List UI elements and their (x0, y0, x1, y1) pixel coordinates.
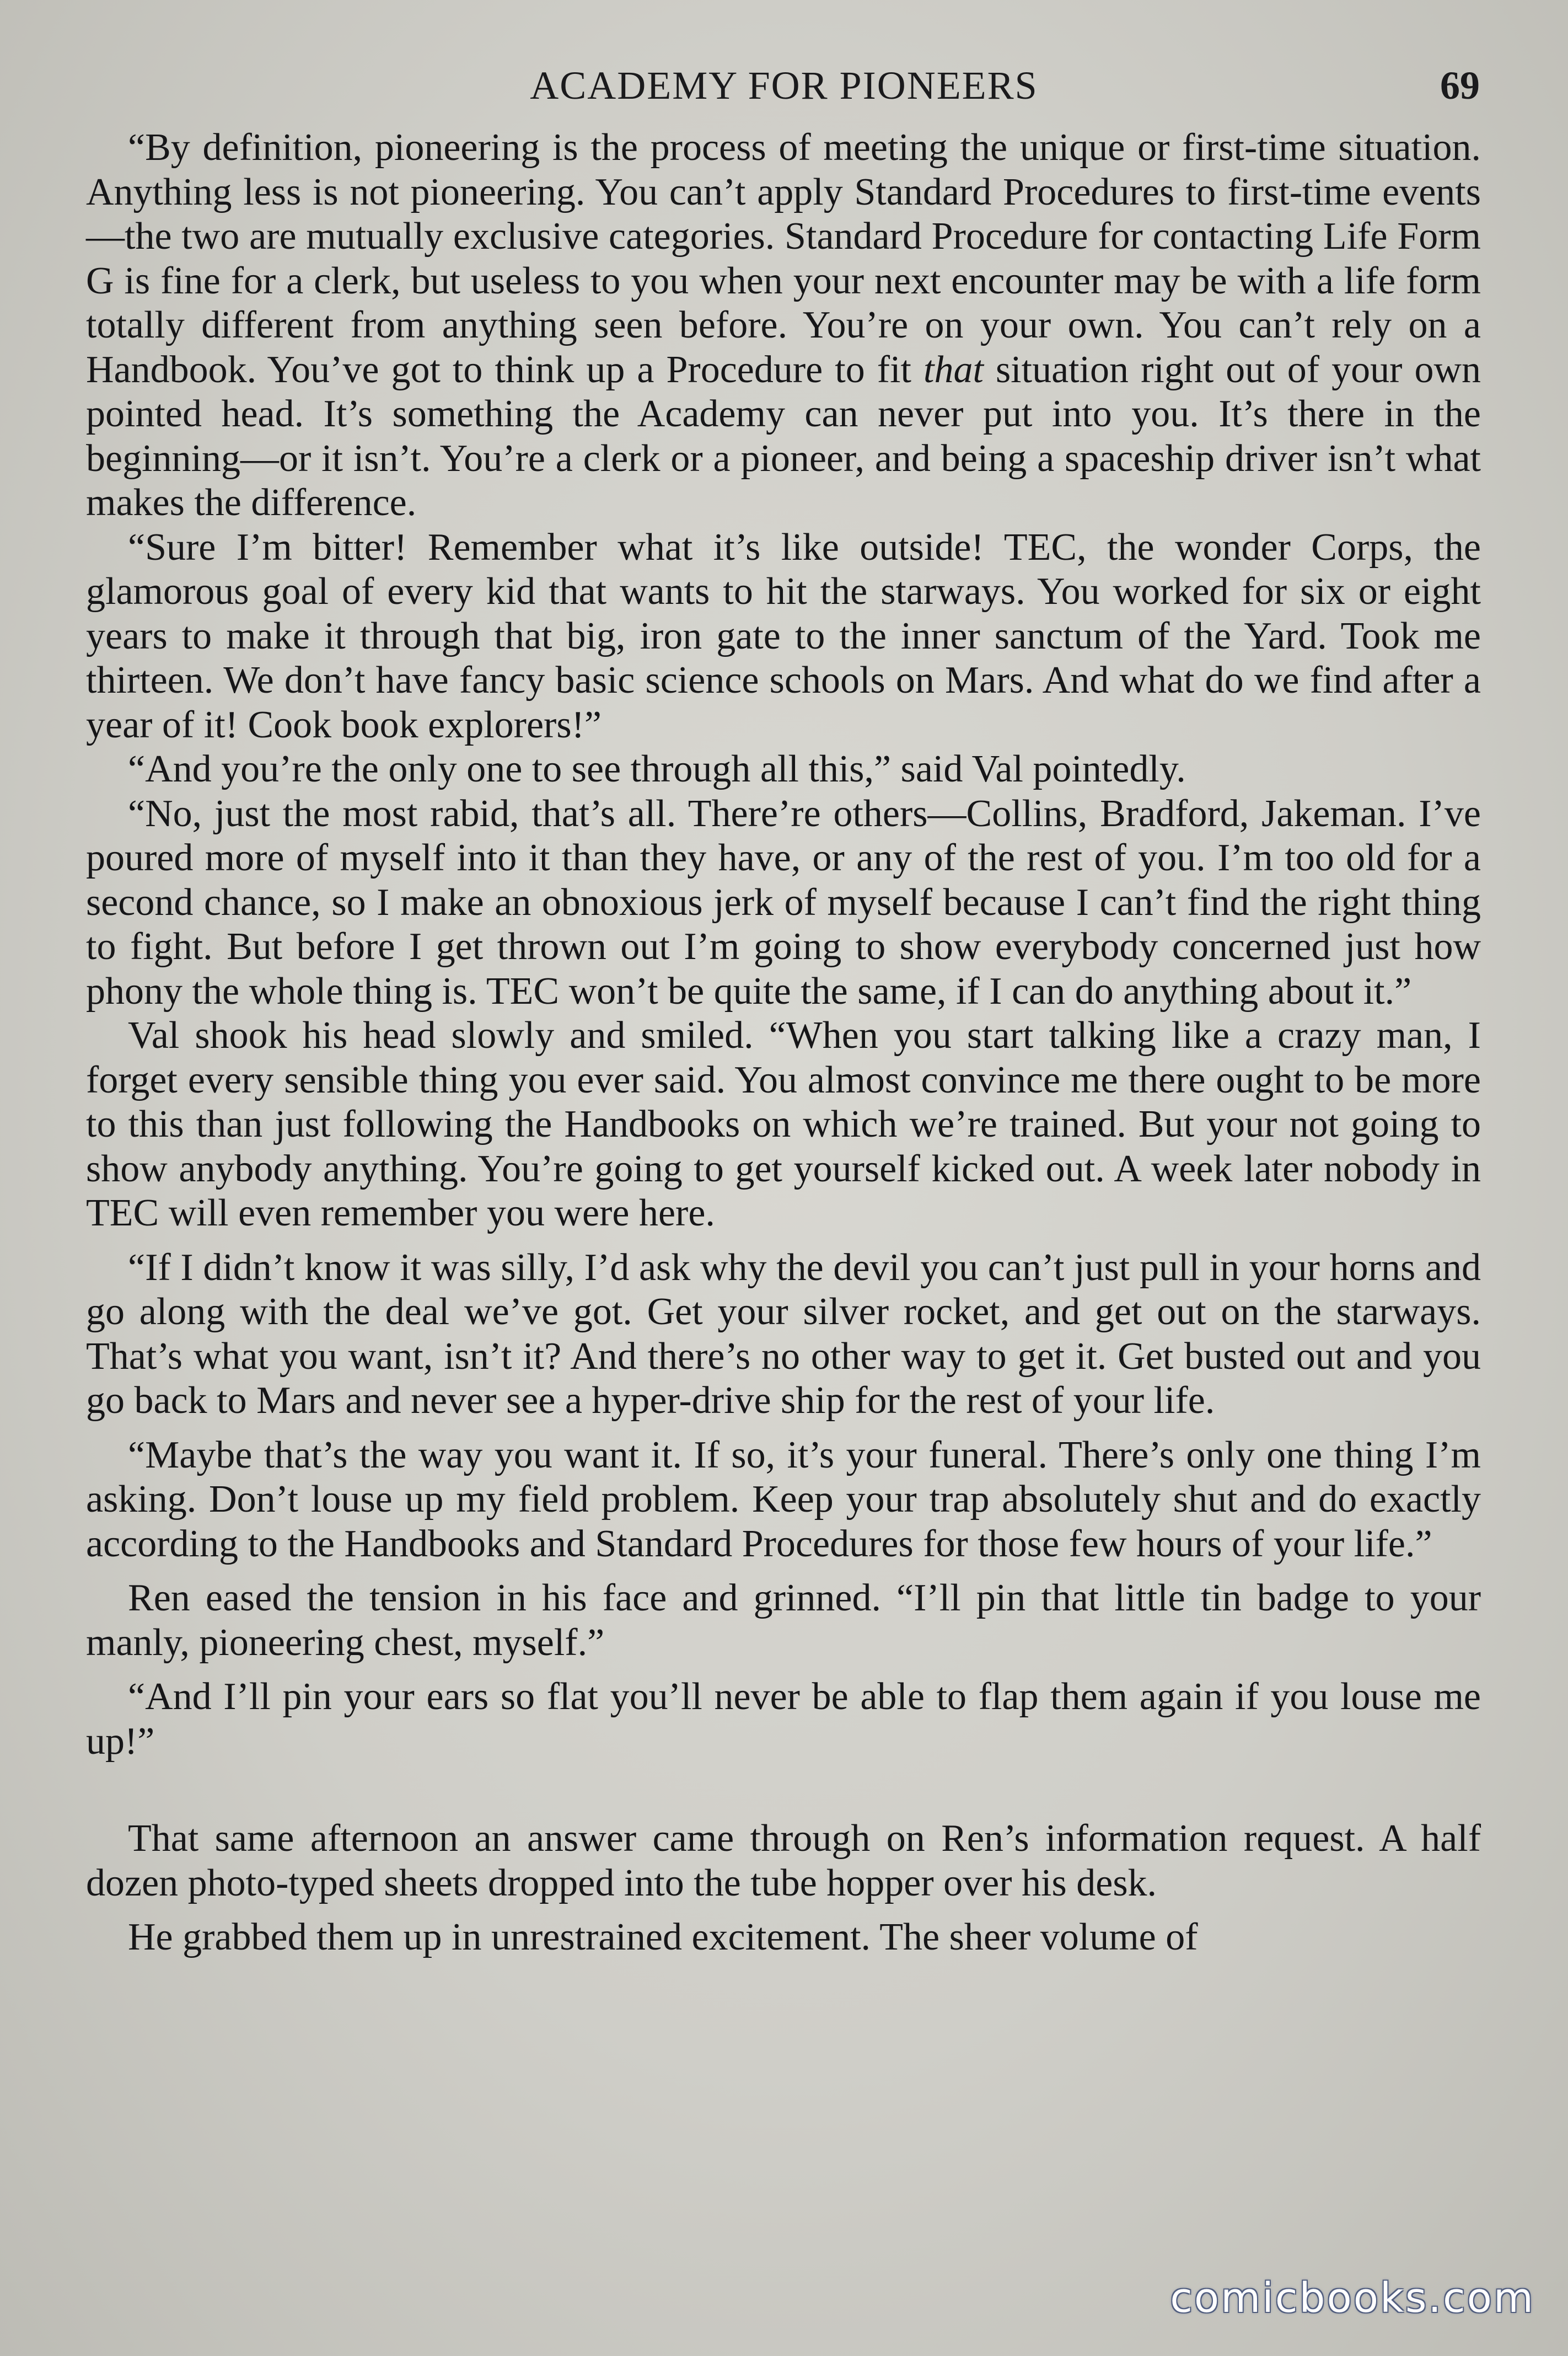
paragraph: Ren eased the tension in his face and grinned. “I’ll pin that little tin badge to your manly, pioneering chest, myself.” (86, 1577, 1481, 1664)
body-text (86, 126, 1481, 1960)
paragraph: “Maybe that’s the way you want it. If so, it’s your funeral. There’s only one thing I’m asking. Don’t louse up my field problem. Keep your trap absolutely shut and do exactly according to the Handbooks and Standard Procedures for those few hours of your life.” (86, 1433, 1481, 1565)
page-number: 69 (1440, 63, 1480, 108)
running-head: ACADEMY FOR PIONEERS (530, 63, 1038, 108)
emphasized-word: that (923, 348, 984, 391)
paragraph: “And you’re the only one to see through all this,” said Val pointedly. (128, 748, 1186, 790)
paragraph: He grabbed them up in unrestrained excitement. The sheer volume of (128, 1916, 1198, 1958)
watermark: comicbooks.com (1170, 2274, 1535, 2322)
paragraph: Val shook his head slowly and smiled. “When you start talking like a crazy man, I forget every sensible thing you ever said. You almost convince me there ought to be more to this than just following the Handbooks on which we’re trained. But your not going to show anybody anything. You’re going to get yourself kicked out. A week later nobody in TEC will even remember you were here. (86, 1014, 1481, 1234)
paragraph-text: situation right out of your own pointed head. It’s something the Academy can never put into you. It’s there in the beginning—or it isn’t. You’re a clerk or a pioneer, and being a spaceship driver isn’t what makes the difference. (86, 348, 1481, 524)
paragraph: That same afternoon an answer came through on Ren’s information request. A half dozen photo-typed sheets dropped into the tube hopper over his desk. (86, 1817, 1481, 1904)
paragraph-text: “By definition, pioneering is the process of meeting the unique or first-time situation. Anything less is not pioneering. You can’t apply Standard Procedures to first-time events—the two are mutually exclusive categories. Standard Procedure for contacting Life Form G is fine for a clerk, but useless to you when your next encounter may be with a life form totally different from anything seen before. You’re on your own. You can’t rely on a Handbook. You’ve got to think up a Procedure to fit (86, 126, 1481, 391)
paragraph: “No, just the most rabid, that’s all. There’re others—Collins, Bradford, Jakeman. I’ve poured more of myself into it than they have, or any of the rest of you. I’m too old for a second chance, so I make an obnoxious jerk of myself because I can’t find the right thing to fight. But before I get thrown out I’m going to show everybody concerned just how phony the whole thing is. TEC won’t be quite the same, if I can do anything about it.” (86, 792, 1481, 1013)
paragraph: “And I’ll pin your ears so flat you’ll never be able to flap them again if you louse me up!” (86, 1675, 1481, 1763)
paragraph: “If I didn’t know it was silly, I’d ask why the devil you can’t just pull in your horns and go along with the deal we’ve got. Get your silver rocket, and get out on the starways. That’s what you want, isn’t it? And there’s no other way to get it. Get busted out and you go back to Mars and never see a hyper-drive ship for the rest of your life. (86, 1246, 1481, 1422)
paragraph: “Sure I’m bitter! Remember what it’s like outside! TEC, the wonder Corps, the glamorous goal of every kid that wants to hit the starways. You worked for six or eight years to make it through that big, iron gate to the inner sanctum of the Yard. Took me thirteen. We don’t have fancy basic science schools on Mars. And what do we find after a year of it! Cook book explorers!” (86, 526, 1481, 746)
page-header (88, 52, 1480, 119)
paragraph (86, 126, 1481, 526)
